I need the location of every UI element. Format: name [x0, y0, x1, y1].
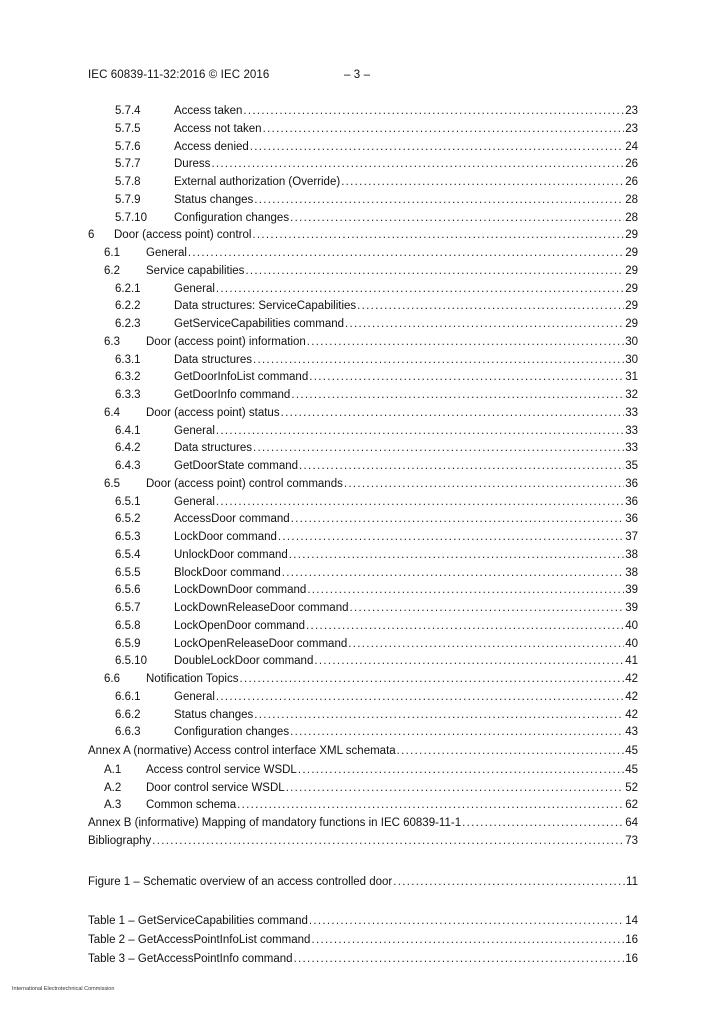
toc-entry-number: 6.2.1 [115, 283, 141, 295]
toc-entry-page: 29 [625, 318, 638, 330]
toc-entry[interactable] [115, 440, 638, 456]
toc-entry[interactable] [115, 547, 638, 563]
toc-entry[interactable] [115, 387, 638, 403]
toc-entry-title: DoubleLockDoor command [174, 655, 314, 667]
toc-entry-number: A.3 [104, 799, 122, 811]
toc-entry-page: 23 [625, 123, 638, 135]
toc-entry-title: LockOpenDoor command [174, 620, 306, 632]
dot-leader [188, 245, 624, 261]
dot-leader [311, 932, 624, 948]
toc-entry[interactable] [115, 103, 638, 119]
toc-entry-title: Table 1 – GetServiceCapabilities command [88, 915, 308, 927]
toc-entry-number: 6.5.7 [115, 602, 141, 614]
toc-entry-page: 32 [625, 389, 638, 401]
toc-entry-number: 6.3.1 [115, 354, 141, 366]
toc-entry-page: 36 [625, 478, 638, 490]
toc-entry[interactable] [88, 951, 638, 967]
toc-entry-title: Door control service WSDL [146, 782, 285, 794]
toc-entry[interactable] [104, 762, 638, 778]
dot-leader [216, 494, 624, 510]
toc-entry-number: 6.2 [104, 265, 120, 277]
toc-entry-page: 33 [625, 407, 638, 419]
toc-entry[interactable] [115, 724, 638, 740]
dot-leader [216, 423, 624, 439]
toc-entry-title: AccessDoor command [174, 513, 290, 525]
toc-entry-number: 6.4.1 [115, 425, 141, 437]
dot-leader [348, 636, 624, 652]
toc-entry-title: Table 2 – GetAccessPointInfoList command [88, 934, 311, 946]
toc-entry[interactable] [104, 263, 638, 279]
toc-entry-title: Configuration changes [174, 212, 290, 224]
toc-entry-number: 6.5.2 [115, 513, 141, 525]
toc-entry[interactable] [88, 227, 638, 243]
toc-entry-number: 6.5.1 [115, 496, 141, 508]
toc-entry-title: GetDoorInfo command [174, 389, 291, 401]
toc-entry-page: 40 [625, 620, 638, 632]
toc-entry-number: 5.7.5 [115, 123, 141, 135]
toc-entry-number: 6.5.3 [115, 531, 141, 543]
toc-entry-title: Access control service WSDL [146, 764, 297, 776]
dot-leader [345, 316, 624, 332]
toc-entry-page: 30 [625, 354, 638, 366]
toc-entry[interactable] [115, 156, 638, 172]
document-id: IEC 60839-11-32:2016 © IEC 2016 [88, 69, 270, 81]
toc-entry-page: 52 [625, 782, 638, 794]
toc-entry[interactable] [115, 707, 638, 723]
toc-entry-title: GetDoorInfoList command [174, 371, 309, 383]
toc-entry-title: General [174, 691, 215, 703]
toc-entry-page: 28 [625, 212, 638, 224]
dot-leader [309, 913, 624, 929]
dot-leader [252, 227, 624, 243]
toc-entry-number: 6.6.1 [115, 691, 141, 703]
toc-entry[interactable] [104, 780, 638, 796]
toc-entry-page: 39 [625, 584, 638, 596]
toc-entry-page: 29 [625, 300, 638, 312]
toc-entry-number: 5.7.8 [115, 176, 141, 188]
toc-entry-number: 5.7.7 [115, 158, 141, 170]
dot-leader [309, 369, 624, 385]
dot-leader [237, 797, 624, 813]
dot-leader [397, 743, 625, 759]
toc-entry-page: 29 [625, 229, 638, 241]
toc-entry-number: 6.5.10 [115, 655, 147, 667]
toc-entry-title: General [174, 496, 215, 508]
toc-entry-number: 6.3.3 [115, 389, 141, 401]
toc-entry-number: 6.6.2 [115, 709, 141, 721]
toc-entry-title: Data structures [174, 442, 252, 454]
toc-entry[interactable] [115, 139, 638, 155]
toc-entry[interactable] [115, 689, 638, 705]
dot-leader [462, 815, 624, 831]
toc-entry[interactable] [104, 334, 638, 350]
toc-entry-number: 6.5 [104, 478, 120, 490]
toc-entry-title: GetDoorState command [174, 460, 299, 472]
footer-publisher: International Electrotechnical Commission [12, 986, 115, 992]
page-number: – 3 – [344, 69, 371, 81]
toc-entry-page: 33 [625, 425, 638, 437]
toc-entry-page: 73 [625, 835, 638, 847]
toc-entry-number: 5.7.4 [115, 105, 141, 117]
toc-entry[interactable] [104, 476, 638, 492]
toc-entry-page: 41 [625, 655, 638, 667]
dot-leader [393, 874, 625, 890]
toc-entry[interactable] [115, 494, 638, 510]
dot-leader [307, 582, 624, 598]
toc-entry[interactable] [115, 458, 638, 474]
toc-entry-page: 28 [625, 194, 638, 206]
toc-entry[interactable] [88, 932, 638, 948]
dot-leader [357, 298, 624, 314]
toc-entry[interactable] [115, 174, 638, 190]
toc-entry-number: 5.7.6 [115, 141, 141, 153]
dot-leader [216, 281, 624, 297]
toc-entry-page: 23 [625, 105, 638, 117]
toc-entry[interactable] [115, 281, 638, 297]
toc-entry-page: 38 [625, 549, 638, 561]
dot-leader [254, 192, 624, 208]
toc-entry-page: 39 [625, 602, 638, 614]
toc-entry-number: 5.7.9 [115, 194, 141, 206]
toc-entry[interactable] [88, 743, 638, 759]
toc-entry-title: Annex B (informative) Mapping of mandatory functions in IEC 60839-11-1 [88, 817, 462, 829]
toc-entry-title: Duress [174, 158, 211, 170]
toc-entry-number: 6.4.2 [115, 442, 141, 454]
dot-leader [286, 780, 625, 796]
dot-leader [239, 671, 624, 687]
toc-entry-title: UnlockDoor command [174, 549, 288, 561]
dot-leader [344, 476, 624, 492]
toc-entry-page: 40 [625, 638, 638, 650]
toc-entry[interactable] [104, 405, 638, 421]
toc-entry-title: Common schema [146, 799, 237, 811]
toc-entry-number: 6.5.9 [115, 638, 141, 650]
toc-entry-title: Data structures: ServiceCapabilities [174, 300, 357, 312]
toc-entry-number: 6.5.8 [115, 620, 141, 632]
toc-entry[interactable] [88, 913, 638, 929]
toc-entry-number: 6.2.3 [115, 318, 141, 330]
toc-entry-title: General [174, 283, 215, 295]
toc-entry-page: 16 [625, 934, 638, 946]
toc-entry-title: BlockDoor command [174, 567, 281, 579]
dot-leader [211, 156, 624, 172]
toc-entry-page: 16 [625, 953, 638, 965]
toc-entry[interactable] [115, 121, 638, 137]
toc-entry[interactable] [115, 636, 638, 652]
toc-entry-title: Door (access point) information [146, 336, 306, 348]
toc-entry[interactable] [104, 245, 638, 261]
toc-entry-title: External authorization (Override) [174, 176, 341, 188]
toc-entry-page: 37 [625, 531, 638, 543]
toc-entry[interactable] [115, 618, 638, 634]
dot-leader [290, 210, 624, 226]
toc-entry-number: 6 [88, 229, 95, 241]
toc-entry-page: 64 [625, 817, 638, 829]
dot-leader [289, 547, 624, 563]
dot-leader [281, 405, 625, 421]
toc-entry[interactable] [115, 600, 638, 616]
toc-entry[interactable] [115, 298, 638, 314]
toc-entry-number: 6.6.3 [115, 726, 141, 738]
toc-entry-title: Configuration changes [174, 726, 290, 738]
toc-entry-page: 36 [625, 496, 638, 508]
toc-entry[interactable] [115, 423, 638, 439]
dot-leader [254, 707, 624, 723]
toc-entry-number: 6.4.3 [115, 460, 141, 472]
toc-entry-title: Annex A (normative) Access control interface XML schemata [88, 745, 396, 757]
toc-entry-page: 62 [625, 799, 638, 811]
toc-entry-page: 43 [625, 726, 638, 738]
toc-entry-title: Service capabilities [146, 265, 245, 277]
toc-entry-number: 6.5.5 [115, 567, 141, 579]
toc-entry-title: General [146, 247, 187, 259]
toc-entry-number: 5.7.10 [115, 212, 147, 224]
toc-entry-number: 6.5.4 [115, 549, 141, 561]
toc-entry-number: A.2 [104, 782, 122, 794]
toc-entry[interactable] [88, 874, 638, 890]
toc-entry-page: 36 [625, 513, 638, 525]
toc-entry-page: 45 [625, 745, 638, 757]
toc-entry[interactable] [115, 582, 638, 598]
toc-entry-number: 6.3 [104, 336, 120, 348]
toc-entry-page: 35 [625, 460, 638, 472]
toc-entry-page: 26 [625, 158, 638, 170]
dot-leader [216, 689, 624, 705]
toc-entry[interactable] [104, 671, 638, 687]
toc-entry-title: General [174, 425, 215, 437]
toc-entry[interactable] [115, 316, 638, 332]
toc-entry-page: 14 [625, 915, 638, 927]
dot-leader [291, 511, 625, 527]
toc-entry-title: Table 3 – GetAccessPointInfo command [88, 953, 293, 965]
toc-entry-page: 29 [625, 247, 638, 259]
toc-entry-page: 38 [625, 567, 638, 579]
toc-entry-number: 6.4 [104, 407, 120, 419]
toc-entry-title: LockOpenReleaseDoor command [174, 638, 348, 650]
toc-entry-title: Notification Topics [146, 673, 239, 685]
toc-entry-page: 31 [625, 371, 638, 383]
toc-entry-title: LockDownReleaseDoor command [174, 602, 349, 614]
dot-leader [350, 600, 625, 616]
toc-entry-title: Status changes [174, 709, 254, 721]
toc-entry-page: 11 [626, 876, 638, 888]
toc-entry[interactable] [115, 192, 638, 208]
toc-entry-page: 42 [625, 709, 638, 721]
toc-entry-page: 33 [625, 442, 638, 454]
toc-entry-page: 30 [625, 336, 638, 348]
dot-leader [299, 458, 624, 474]
toc-entry-title: GetServiceCapabilities command [174, 318, 345, 330]
dot-leader [294, 951, 625, 967]
toc-entry-number: 6.3.2 [115, 371, 141, 383]
dot-leader [306, 618, 624, 634]
dot-leader [314, 653, 624, 669]
dot-leader [291, 387, 624, 403]
toc-entry[interactable] [115, 511, 638, 527]
toc-entry-title: Bibliography [88, 835, 152, 847]
toc-entry-title: Access not taken [174, 123, 262, 135]
dot-leader [253, 440, 624, 456]
dot-leader [243, 103, 624, 119]
dot-leader [290, 724, 624, 740]
toc-entry-page: 42 [625, 691, 638, 703]
page-header [88, 69, 371, 81]
toc-entry[interactable] [115, 369, 638, 385]
toc-entry-title: Access denied [174, 141, 249, 153]
dot-leader [282, 565, 624, 581]
toc-entry[interactable] [115, 352, 638, 368]
dot-leader [307, 334, 624, 350]
dot-leader [245, 263, 624, 279]
toc-entry-page: 45 [625, 764, 638, 776]
toc-entry-title: Door (access point) status [146, 407, 280, 419]
dot-leader [152, 833, 624, 849]
toc-entry[interactable] [88, 833, 638, 849]
toc-entry[interactable] [115, 565, 638, 581]
toc-entry[interactable] [88, 815, 638, 831]
toc-entry-title: Door (access point) control [114, 229, 252, 241]
toc-entry-title: Figure 1 – Schematic overview of an access controlled door [88, 876, 393, 888]
toc-entry-title: Data structures [174, 354, 252, 366]
toc-entry-number: A.1 [104, 764, 122, 776]
toc-entry-page: 29 [625, 265, 638, 277]
dot-leader [250, 139, 624, 155]
toc-entry-title: Status changes [174, 194, 254, 206]
dot-leader [341, 174, 624, 190]
toc-entry-number: 6.5.6 [115, 584, 141, 596]
toc-entry-page: 42 [625, 673, 638, 685]
toc-entry[interactable] [115, 529, 638, 545]
dot-leader [263, 121, 625, 137]
toc-entry-page: 29 [625, 283, 638, 295]
dot-leader [278, 529, 624, 545]
toc-entry-number: 6.2.2 [115, 300, 141, 312]
toc-entry-title: LockDoor command [174, 531, 277, 543]
toc-entry-page: 24 [625, 141, 638, 153]
toc-entry[interactable] [115, 210, 638, 226]
toc-entry[interactable] [104, 797, 638, 813]
toc-entry-title: Door (access point) control commands [146, 478, 343, 490]
toc-entry[interactable] [115, 653, 638, 669]
toc-entry-title: Access taken [174, 105, 243, 117]
dot-leader [298, 762, 624, 778]
toc-entry-number: 6.6 [104, 673, 120, 685]
toc-entry-page: 26 [625, 176, 638, 188]
toc-entry-title: LockDownDoor command [174, 584, 307, 596]
dot-leader [253, 352, 624, 368]
toc-entry-number: 6.1 [104, 247, 120, 259]
